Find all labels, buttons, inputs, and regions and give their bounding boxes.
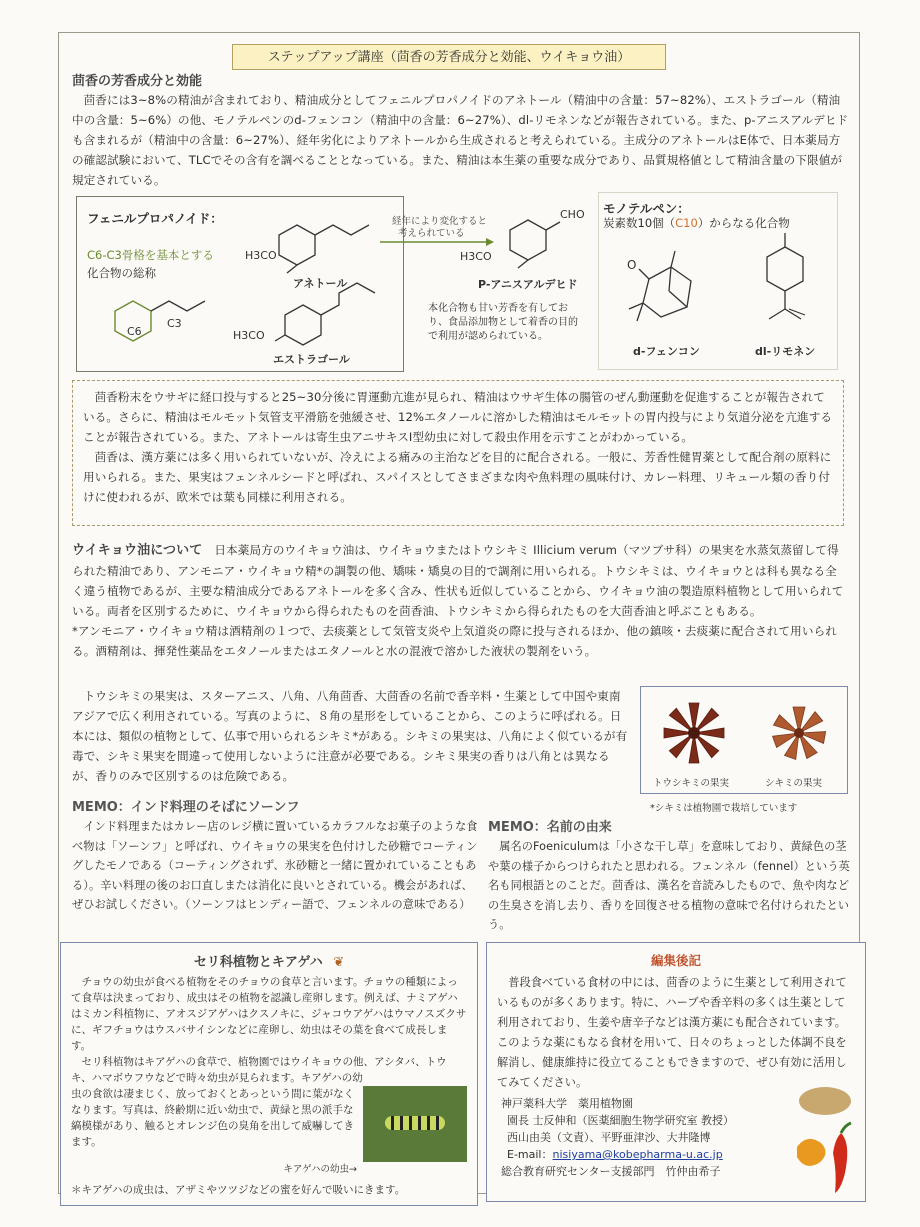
editorial-box (486, 942, 866, 1202)
email-label: E-mail： (507, 1148, 553, 1161)
phenylpropanoid-box (76, 196, 404, 372)
memo-sonf-text (72, 817, 480, 915)
star-anise-photo-box (640, 686, 848, 794)
fennel-oil-heading: ウイキョウ油について (72, 543, 203, 558)
aroma-paragraph: 茴香には3~8%の精油が含まれており、精油成分としてフェニルプロパノイドのアネトール（精油中の含量：57~82%）、エストラゴール（精油中の含量：5~6%）の他、モノテルペンのd-フェンコン（精油中の含量：6~27%）、dl-リモネンなどが報告されている。また、p-アニスアルデヒドも含まれるが（精油中の含量：6~27%）、経年劣化によりアネトールから生成されると考えられている。主成分のアネトールはE体で、日本薬局方の確認試験において、TLCでその含有を調べることとなっている。また、精油は本生薬の重要な成分であり、品質規格値として精油含量の下限値が規定されている。 (72, 93, 849, 187)
caterpillar-icon (385, 1116, 445, 1130)
page-title: ステップアップ講座（茴香の芳香成分と効能、ウイキョウ油） (232, 44, 666, 70)
star-anise-caption: トウシキミの果実 (653, 778, 730, 789)
editorial-org: 神戸薬科大学 薬用植物園 (501, 1097, 633, 1110)
butterfly-paragraph-2a: セリ科植物はキアゲハの食草で、植物園ではウイキョウの他、アシタバ、トウキ、ハマボウフウなどで時々幼虫が見られます。キアゲハの幼 (71, 1056, 447, 1084)
butterfly-note: ＊キアゲハの成虫は、アザミやツツジなどの蜜を好んで吸いにきます。 (71, 1184, 406, 1196)
editorial-staff: 西山由美（文責）、平野亜津沙、大井隆博 (507, 1131, 711, 1144)
email-link[interactable]: nisiyama@kobepharma-u.ac.jp (552, 1148, 723, 1161)
monoterpene-box (598, 192, 838, 370)
c3-label: C3 (167, 317, 182, 330)
fenchone-oxygen: O (627, 258, 637, 272)
shikimi-caption: シキミの果実 (765, 778, 823, 789)
editorial-text (497, 973, 855, 1093)
fenchone-label: d-フェンコン (633, 345, 700, 358)
butterfly-paragraph-1: チョウの幼虫が食べる植物をそのチョウの食草と言います。チョウの種類によって食草は決まっており、成虫はその植物を認識し産卵します。例えば、ナミアゲハはミカン科植物に、アオスジアゲハはクスノキに、ジャコウアゲハはウマノスズクサに、ギフチョウはウスバサイシンなどに産卵し、幼虫はその葉を食べて成長します。 (71, 976, 467, 1052)
star-anise-section (72, 686, 632, 786)
phenylpropanoid-title: フェニルプロパノイド： (87, 211, 223, 226)
memo-sonf-heading: MEMO：インド料理のそばにソーンフ (72, 800, 300, 815)
fennel-oil-text: 日本薬局方のウイキョウ油は、ウイキョウまたはトウシキミ Illicium verum（マツブサ科）の果実を水蒸気蒸留して得られた精油であり、アンモニア・ウイキョウ精*の調製の他、矯味・矯臭の目的で調剤に用いられる。トウシキミは、ウイキョウとは科も異なる全く違う植物であるが、主要な精油成分であるアネトールを多く含み、性状も近似していることから、ウイキョウ油の製造原料植物として用いられている。両者を区別するために、ウイキョウから得られたものを茴香油、トウシキミから得られたものを大茴香油と呼ぶこともある。 (72, 543, 844, 618)
anethole-h3co: H3CO (245, 249, 277, 262)
fennel-oil-footnote: *アンモニア・ウイキョウ精は酒精剤の１つで、去痰薬として気管支炎や上気道炎の際に投与されるほか、他の鎮咳・去痰薬に配合されて用いられる。酒精剤は、揮発性薬品をエタノールまたはエタノールと水の混液で溶かした液状の製剤をいう。 (72, 624, 837, 658)
butterfly-row (71, 1086, 467, 1162)
phenylpropanoid-desc-1: C6-C3骨格を基本とする (87, 248, 214, 262)
monoterpene-title: モノテルペン： (603, 201, 690, 216)
effects-paragraph-1: 茴香粉末をウサギに経口投与すると25~30分後に胃運動亢進が見られ、精油はウサギ生体の腸管のぜん動運動を促進することが報告されている。さらに、精油はモルモット気管支平滑筋を弛緩させ、12%エタノールに溶かした精油はモルモットの胃内投与により気道分泌を亢進することが報告されている。また、アネトールは寄生虫アニサキスⅠ型幼虫に対して殺虫作用を示すことがわかっている。 (83, 390, 833, 444)
estragole-label: エストラゴール (273, 353, 350, 366)
spice-illustration (787, 1083, 863, 1195)
star-anise-paragraph: トウシキミの果実は、スターアニス、八角、八角茴香、大茴香の名前で香辛料・生薬として中国や東南アジアで広く利用されている。写真のように、８角の星形をしていることから、このように呼ばれる。日本には、類似の植物として、仏事で用いられるシキミ*がある。シキミの果実は、八角によく似ているが有毒で、シキミ果実を間違って使用しないように注意が必要である。シキミ果実の香りは八角とは異なるが、香りのみで区別するのは危険である。 (72, 689, 628, 783)
aldehyde-label: P-アニスアルデヒド (478, 278, 578, 291)
butterfly-heading: セリ科植物とキアゲハ (193, 955, 323, 970)
monoterpene-desc-pre: 炭素数10個（ (603, 216, 676, 230)
editorial-heading: 編集後記 (650, 953, 701, 968)
effects-box (72, 380, 844, 526)
butterfly-heading-row (71, 951, 467, 970)
memo-sonf-paragraph: インド料理またはカレー店のレジ横に置いているカラフルなお菓子のような食べ物は「ソーンフ」と呼ばれ、ウイキョウの果実を色付けした砂糖でコーティングしたモノである（コーティングされず、氷砂糖と一緒に置かれていることもある）。辛い料理の後のお口直しまたは消化に良いとされている。機会があれば、ぜひお試しください。（ソーンフはヒンディー語で、フェンネルの意味である） (72, 820, 478, 911)
star-anise-photo (649, 693, 739, 771)
conversion-figure (360, 196, 600, 296)
aldehyde-note: 本化合物も甘い芳香を有しており、食品添加物として着香の目的で利用が認められている。 (428, 303, 578, 342)
aldehyde-h3co: H3CO (460, 250, 492, 263)
anethole-label: アネトール (293, 277, 348, 290)
monoterpene-desc-post: ）からなる化合物 (697, 216, 790, 230)
butterfly-paragraph-2b: 虫の食欲は凄まじく、放っておくとあっという間に葉がなくなります。写真は、終齢期に近い幼虫で、黄緑と黒の派手な縞模様があり、触るとオレンジ色の臭角を出して威嚇してきます。 (71, 1088, 355, 1148)
butterfly-box (60, 942, 478, 1206)
section-aroma-text (72, 90, 850, 190)
shikimi-note: *シキミは植物園で栽培しています (650, 803, 798, 814)
ginger-icon (797, 1139, 826, 1166)
chili-pepper-icon (833, 1133, 847, 1193)
fennel-oil-section (72, 540, 848, 661)
spice-powder-icon (799, 1087, 851, 1115)
arrow-label-1: 経年により変化すると (392, 216, 488, 227)
effects-paragraph-2: 茴香は、漢方薬には多く用いられていないが、冷えによる痛みの主治などを目的に配合される。一般に、芳香性健胃薬として配合剤の原料に用いられる。また、果実はフェンネルシードと呼ばれ、スパイスとしてさまざまな肉や魚料理の風味付け、カレー料理、リキュール類の香り付けに使われるが、欧米では葉も同様に利用される。 (83, 450, 832, 504)
monoterpene-structures (599, 229, 839, 371)
memo-name-heading: MEMO：名前の由来 (488, 820, 612, 835)
shikimi-photo (757, 697, 841, 769)
memo-sonf (72, 796, 480, 915)
effects-text (83, 387, 833, 507)
editorial-support: 総合教育研究センター支援部門 竹仲由希子 (501, 1165, 721, 1178)
c10-label: C10 (675, 216, 698, 230)
c6-label: C6 (127, 325, 142, 338)
caterpillar-photo (363, 1086, 467, 1162)
aldehyde-cho: CHO (560, 208, 585, 221)
caterpillar-label: キアゲハの幼虫→ (283, 1164, 357, 1175)
arrow-label-2: 考えられている (398, 228, 465, 239)
editorial-paragraph: 普段食べている食材の中には、茴香のように生薬として利用されているものが多くあります。特に、ハーブや香辛料の多くは生薬として利用されており、生姜や唐辛子などは漢方薬にも配合されています。このような薬にもなる食材を用いて、日々のちょっとした体調不良を解消し、健康維持に役立てることもできますので、ぜひ有効に活用してみてください。 (497, 976, 847, 1089)
fennel-oil-paragraph (72, 540, 848, 621)
butterfly-icon: ❦ (333, 955, 345, 970)
phenylpropanoid-structures (77, 197, 405, 373)
memo-name-paragraph: 属名のFoeniculumは「小さな干し草」を意味しており、黄緑色の茎や葉の様子からつけられたと思われる。フェンネル（fennel）という英名も同根語とのことだ。茴香は、漢名を音読みしたもので、魚や肉などの生臭さを消し去り、香りを回復させる植物の意味で名付けられたという。 (488, 840, 850, 931)
editorial-director: 園長 士反伸和（医薬細胞生物学研究室 教授） (507, 1114, 734, 1127)
phenylpropanoid-desc-2: 化合物の総称 (87, 266, 156, 280)
estragole-h3co: H3CO (233, 329, 265, 342)
butterfly-text (71, 974, 467, 1198)
limonene-label: dl-リモネン (755, 345, 816, 358)
section-heading-aroma: 茴香の芳香成分と効能 (72, 74, 203, 89)
memo-name-text (488, 837, 850, 935)
memo-name-origin (488, 816, 850, 935)
